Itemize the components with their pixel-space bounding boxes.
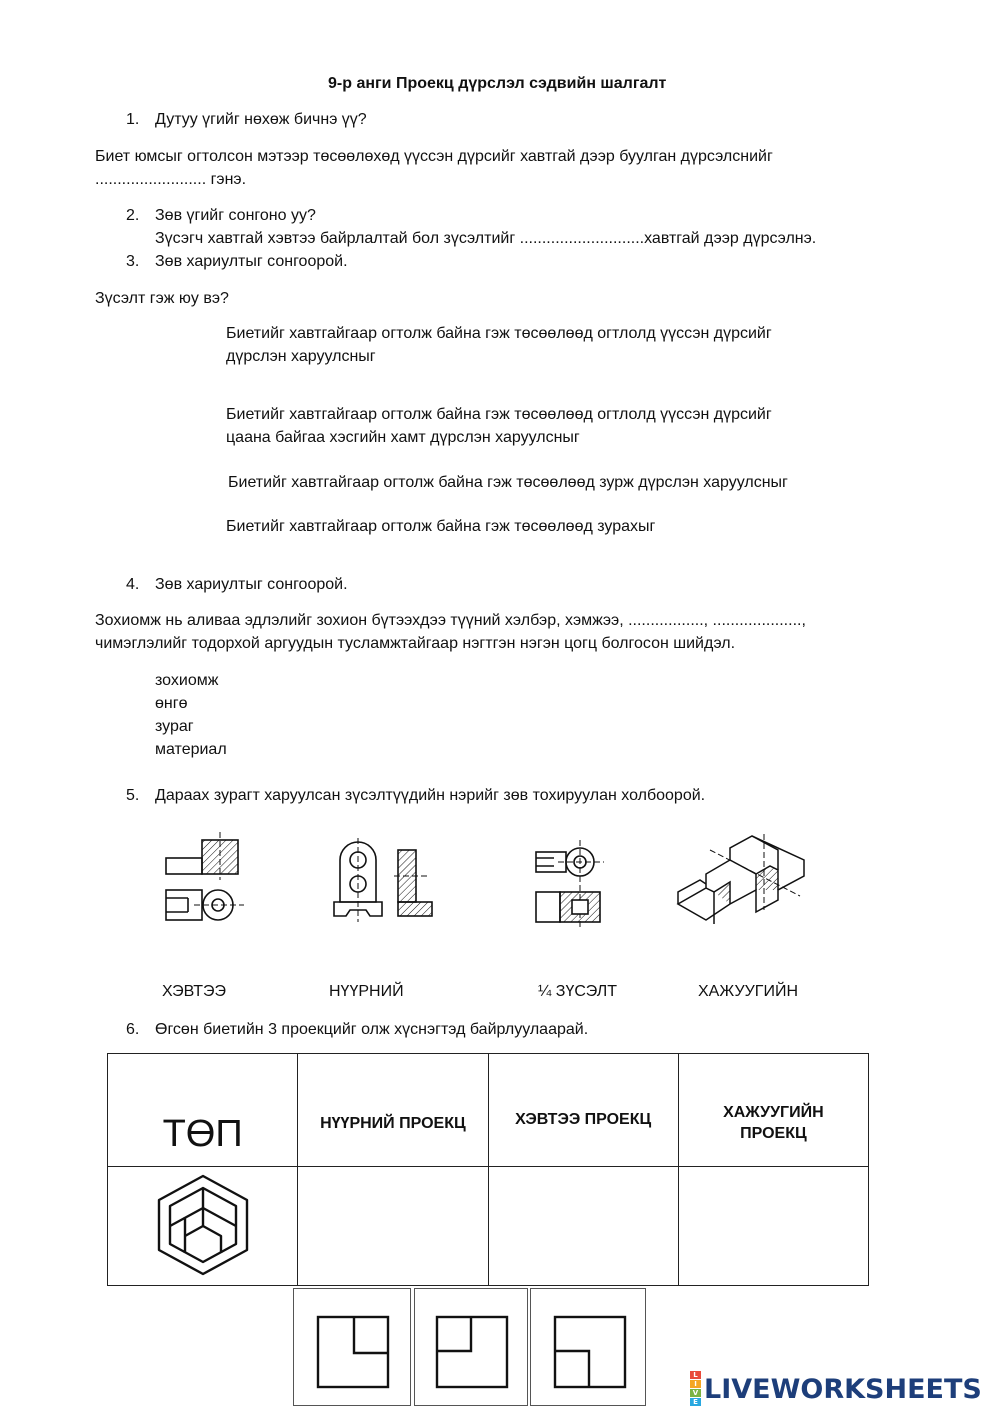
page-title: 9-р анги Проекц дүрслэл сэдвийн шалгалт	[328, 75, 667, 92]
q4-option-1[interactable]: зохиомж	[155, 672, 219, 689]
q2-prompt: Зөв үгийг сонгоно уу?	[155, 207, 316, 224]
section-drawing-1[interactable]	[158, 830, 250, 928]
q1-line-2: ......................... гэнэ.	[95, 171, 247, 188]
q3-number: 3.	[126, 253, 140, 270]
brand-mark-e: E	[690, 1398, 701, 1406]
q3-question: Зүсэлт гэж юу вэ?	[95, 290, 229, 307]
projection-table	[107, 1053, 869, 1286]
section-drawing-2[interactable]	[330, 830, 436, 928]
projection-option-2-shape	[415, 1289, 527, 1405]
q4-option-2[interactable]: өнгө	[155, 695, 188, 712]
q3-option-4[interactable]: Биетийг хавтгайгаар огтолж байна гэж төсөөлөөд зурахыг	[226, 518, 656, 535]
q3-option-3[interactable]: Биетийг хавтгайгаар огтолж байна гэж төсөөлөөд зурж дүрслэн харуулсныг	[228, 474, 788, 491]
header-front-projection: НҮҮРНИЙ ПРОЕКЦ	[298, 1054, 488, 1167]
q3-option-2-line-1[interactable]: Биетийг хавтгайгаар огтолж байна гэж төсөөлөөд огтлолд үүссэн дүрсийг	[226, 406, 772, 423]
q1-line-1: Биет юмсыг огтолсон мэтээр төсөөлөхөд үүссэн дүрсийг хавтгай дээр буулган дүрсэлснийг	[95, 148, 773, 165]
liveworksheets-wordmark: LIVEWORKSHEETS	[704, 1373, 982, 1405]
q3-option-1-line-2[interactable]: дүрслэн харуулсныг	[226, 348, 376, 365]
q4-prompt: Зөв хариултыг сонгоорой.	[155, 576, 348, 593]
q5-label-2[interactable]: НҮҮРНИЙ	[329, 983, 404, 1000]
projection-option-1-shape	[294, 1289, 410, 1405]
q5-label-4[interactable]: ХАЖУУГИЙН	[698, 983, 799, 1000]
section-drawing-3[interactable]	[528, 830, 610, 928]
section-drawing-4[interactable]	[670, 830, 810, 928]
q5-number: 5.	[126, 787, 140, 804]
header-top-projection: ХЭВТЭЭ ПРОЕКЦ	[488, 1054, 678, 1167]
liveworksheets-logo	[690, 1372, 982, 1406]
q4-option-4[interactable]: материал	[155, 741, 227, 758]
q3-prompt: Зөв хариултыг сонгоорой.	[155, 253, 348, 270]
q5-label-1[interactable]: ХЭВТЭЭ	[162, 983, 226, 1000]
brand-mark-i: I	[690, 1380, 701, 1388]
isometric-cube-icon	[153, 1172, 253, 1276]
q3-option-1-line-1[interactable]: Биетийг хавтгайгаар огтолж байна гэж төсөөлөөд огтлолд үүссэн дүрсийг	[226, 325, 772, 342]
front-projection-drop[interactable]	[298, 1167, 488, 1286]
projection-option-2[interactable]	[414, 1288, 528, 1406]
q2-line: Зүсэгч хавтгай хэвтээ байрлалтай бол зүсэлтийг ............................хавтгай дээр дүрсэлнэ.	[155, 230, 817, 247]
brand-mark-v: V	[690, 1389, 701, 1397]
isometric-cell	[108, 1167, 298, 1286]
q4-option-3[interactable]: зураг	[155, 718, 194, 735]
q5-label-3[interactable]: ¼ ЗҮСЭЛТ	[538, 983, 617, 1000]
top-projection-drop[interactable]	[488, 1167, 678, 1286]
projection-option-1[interactable]	[293, 1288, 411, 1406]
projection-option-3[interactable]	[530, 1288, 646, 1406]
liveworksheets-mark-icon	[690, 1371, 701, 1407]
q5-prompt: Дараах зурагт харуулсан зүсэлтүүдийн нэрийг зөв тохируулан холбоорой.	[155, 787, 706, 804]
header-side-projection: ХАЖУУГИЙН ПРОЕКЦ	[678, 1054, 868, 1167]
q4-line-2: чимэглэлийг тодорхой аргуудын тусламжтайгаар нэгтгэн нэгэн цогц болгосон шийдэл.	[95, 635, 736, 652]
side-projection-drop[interactable]	[678, 1167, 868, 1286]
brand-mark-l: L	[690, 1371, 701, 1379]
q4-line-1: Зохиомж нь аливаа эдлэлийг зохион бүтээхдээ түүний хэлбэр, хэмжээ, ................., ....................,	[95, 612, 806, 629]
header-isometric: ТӨП	[108, 1054, 298, 1167]
q1-prompt: Дутуу үгийг нөхөж бичнэ үү?	[155, 111, 367, 128]
q4-number: 4.	[126, 576, 140, 593]
q1-number: 1.	[126, 111, 140, 128]
q6-prompt: Өгсөн биетийн 3 проекцийг олж хүснэгтэд байрлуулаарай.	[155, 1021, 589, 1038]
q2-number: 2.	[126, 207, 140, 224]
q3-option-2-line-2[interactable]: цаана байгаа хэсгийн хамт дүрслэн харуулсныг	[226, 429, 580, 446]
q6-number: 6.	[126, 1021, 140, 1038]
projection-option-3-shape	[531, 1289, 645, 1405]
